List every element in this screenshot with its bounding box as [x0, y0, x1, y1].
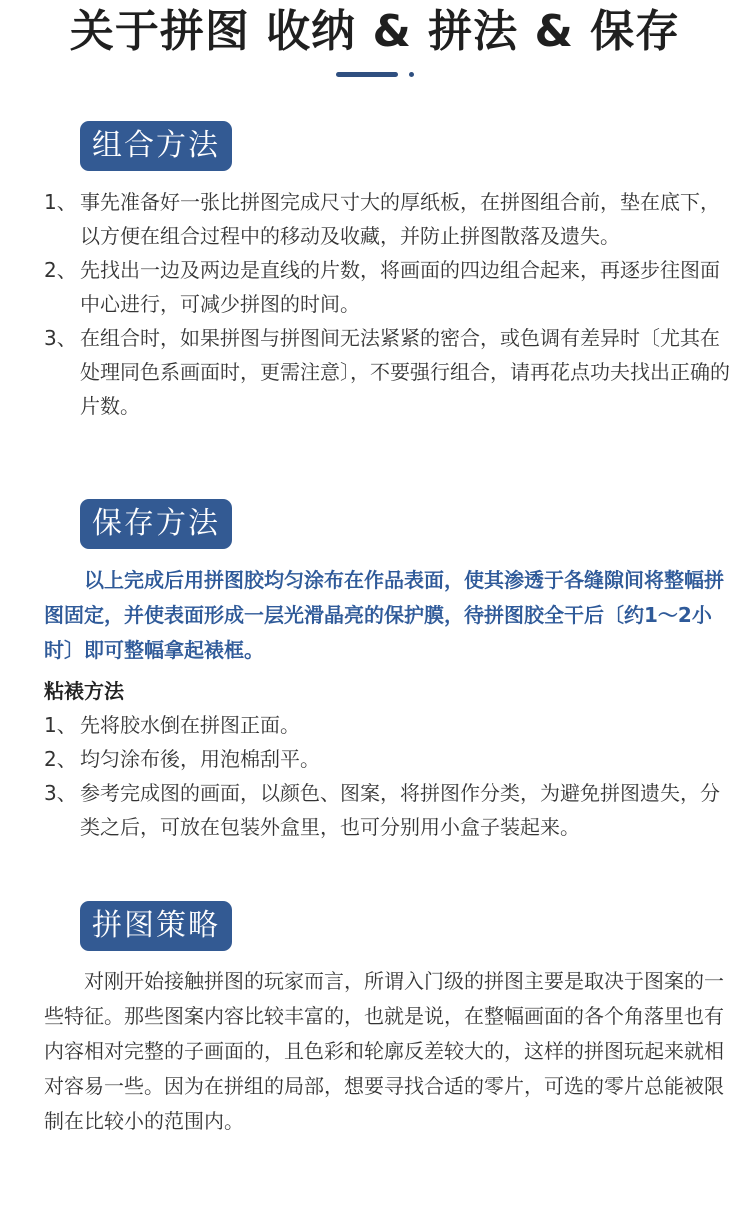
step-text: 先将胶水倒在拼图正面。 [80, 713, 300, 737]
step-text: 先找出一边及两边是直线的片数，将画面的四边组合起来，再逐步往图面中心进行，可减少拼图的时间。 [80, 258, 720, 316]
list-item [44, 742, 734, 776]
section-heading-preservation: 保存方法 [80, 499, 232, 549]
mounting-steps-list [44, 708, 734, 844]
page-title: 关于拼图 收纳 & 拼法 & 保存 [69, 6, 681, 57]
list-item [44, 708, 734, 742]
section-heading-strategy: 拼图策略 [80, 901, 232, 951]
step-number: 1、 [44, 190, 77, 214]
list-item [44, 253, 734, 321]
section-heading-assembly: 组合方法 [80, 121, 232, 171]
step-text: 参考完成图的画面，以颜色、图案，将拼图作分类，为避免拼图遗失，分类之后，可放在包装外盒里，也可分别用小盒子装起来。 [80, 781, 720, 839]
strategy-paragraph: 对刚开始接触拼图的玩家而言，所谓入门级的拼图主要是取决于图案的一些特征。那些图案内容比较丰富的，也就是说，在整幅画面的各个角落里也有内容相对完整的子画面的，且色彩和轮廓反差较大的，这样的拼图玩起来就相对容易一些。因为在拼组的局部，想要寻找合适的零片，可选的零片总能被限制在比较小的范围内。 [44, 969, 724, 1133]
list-item [44, 185, 734, 253]
preservation-paragraph: 以上完成后用拼图胶均匀涂布在作品表面，使其渗透于各缝隙间将整幅拼图固定，并使表面形成一层光滑晶亮的保护膜，待拼图胶全干后〔约1～2小时〕即可整幅拿起裱框。 [44, 568, 724, 662]
mounting-heading: 粘裱方法 [44, 679, 124, 703]
step-text: 在组合时，如果拼图与拼图间无法紧紧的密合，或色调有差异时〔尤其在处理同色系画面时，更需注意〕，不要强行组合，请再花点功夫找出正确的片数。 [80, 326, 730, 418]
title-underline [336, 72, 398, 77]
list-item [44, 776, 734, 844]
assembly-steps-list [44, 185, 734, 423]
step-number: 2、 [44, 747, 77, 771]
step-number: 1、 [44, 713, 77, 737]
step-number: 2、 [44, 258, 77, 282]
step-text: 事先准备好一张比拼图完成尺寸大的厚纸板，在拼图组合前，垫在底下，以方便在组合过程中的移动及收藏，并防止拼图散落及遗失。 [80, 190, 720, 248]
step-text: 均匀涂布後，用泡棉刮平。 [80, 747, 320, 771]
step-number: 3、 [44, 781, 77, 805]
list-item [44, 321, 734, 423]
step-number: 3、 [44, 326, 77, 350]
title-dot [409, 72, 414, 77]
